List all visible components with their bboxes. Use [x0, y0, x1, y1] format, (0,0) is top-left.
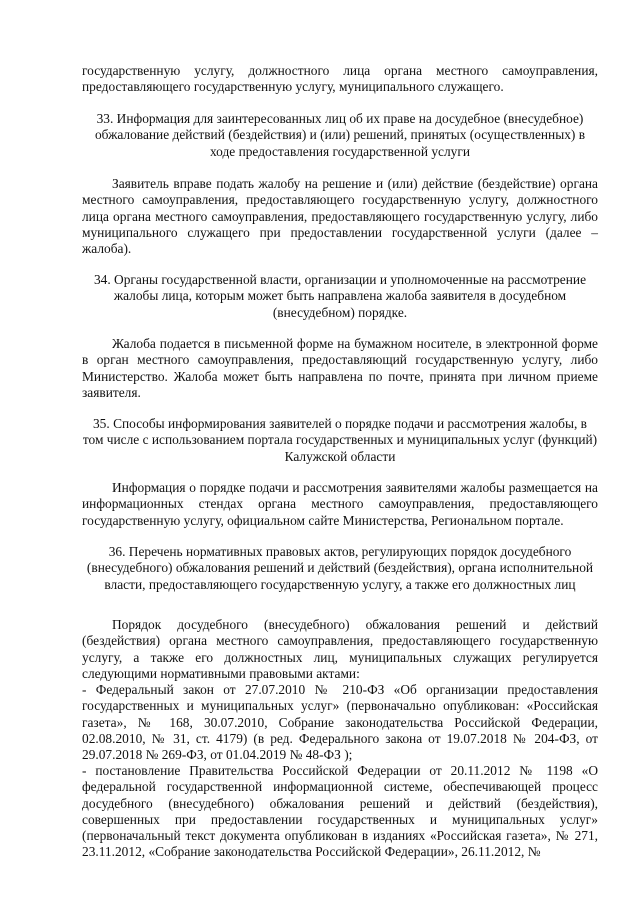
- section-34-heading: 34. Органы государственной власти, организации и уполномоченные на рассмотрение жалобы лица, которым может быть направлена жалоба заявителя в досудебном (внесудебном) порядке.: [93, 272, 587, 320]
- section-33-paragraph: Заявитель вправе подать жалобу на решение и (или) действие (бездействие) органа местного самоуправления, предоставляющего государственную услугу, должностного лица органа местного самоуправления, предоставляющего государственную услугу, либо муниципального служащего при предоставлении государственной услуги (далее – жалоба).: [82, 176, 598, 257]
- section-33-heading: 33. Информация для заинтересованных лиц об их праве на досудебное (внесудебное) обжалование действий (бездействия) и (или) решений, принятых (осуществленных) в ходе предоставления государственной услуги: [94, 111, 586, 159]
- section-34-paragraph: Жалоба подается в письменной форме на бумажном носителе, в электронной форме в орган местного самоуправления, предоставляющий государственную услугу, либо Министерство. Жалоба может быть направлена по почте, принята при личном приеме заявителя.: [82, 336, 598, 400]
- section-35-heading: 35. Способы информирования заявителей о порядке подачи и рассмотрения жалобы, в том числе с использованием портала государственных и муниципальных услуг (функций) Калужской области: [82, 416, 598, 464]
- section-36-paragraph-intro: Порядок досудебного (внесудебного) обжалования решений и действий (бездействия) органа местного самоуправления, предоставляющего государственную услугу, а также его должностных лиц, муниципальных служащих регулируется следующими нормативными правовыми актами:: [82, 617, 598, 681]
- section-35-paragraph: Информация о порядке подачи и рассмотрения заявителями жалобы размещается на информационных стендах органа местного самоуправления, предоставляющего государственную услугу, официальном сайте Министерства, Региональном портале.: [82, 480, 598, 528]
- section-36-list-item-law-210: - Федеральный закон от 27.07.2010 № 210-ФЗ «Об организации предоставления государственных и муниципальных услуг» (первоначально опубликован: «Российская газета», № 168, 30.07.2010, Собрание законодательства Российской Федерации, 02.08.2010, № 31, ст. 4179) (в ред. Федерального закона от 19.07.2018 № 204-ФЗ, от 29.07.2018 № 269-ФЗ, от 01.04.2019 № 48-ФЗ );: [82, 682, 598, 763]
- top-paragraph: государственную услугу, должностного лица органа местного самоуправления, предоставляющего государственную услугу, муниципального служащего.: [82, 63, 598, 95]
- section-36-heading: 36. Перечень нормативных правовых актов, регулирующих порядок досудебного (внесудебного) обжалования решений и действий (бездействия), органа исполнительной власти, предоставляющего государственную услугу, а также его должностных лиц: [86, 544, 594, 592]
- section-36-list-item-decree-1198: - постановление Правительства Российской Федерации от 20.11.2012 № 1198 «О федеральной государственной информационной системе, обеспечивающей процесс досудебного (внесудебного) обжалования решений и действий (бездействия), совершенных при предоставлении государственных и муниципальных услуг» (первоначальный текст документа опубликован в изданиях «Российская газета», № 271, 23.11.2012, «Собрание законодательства Российской Федерации», 26.11.2012, №: [82, 763, 598, 860]
